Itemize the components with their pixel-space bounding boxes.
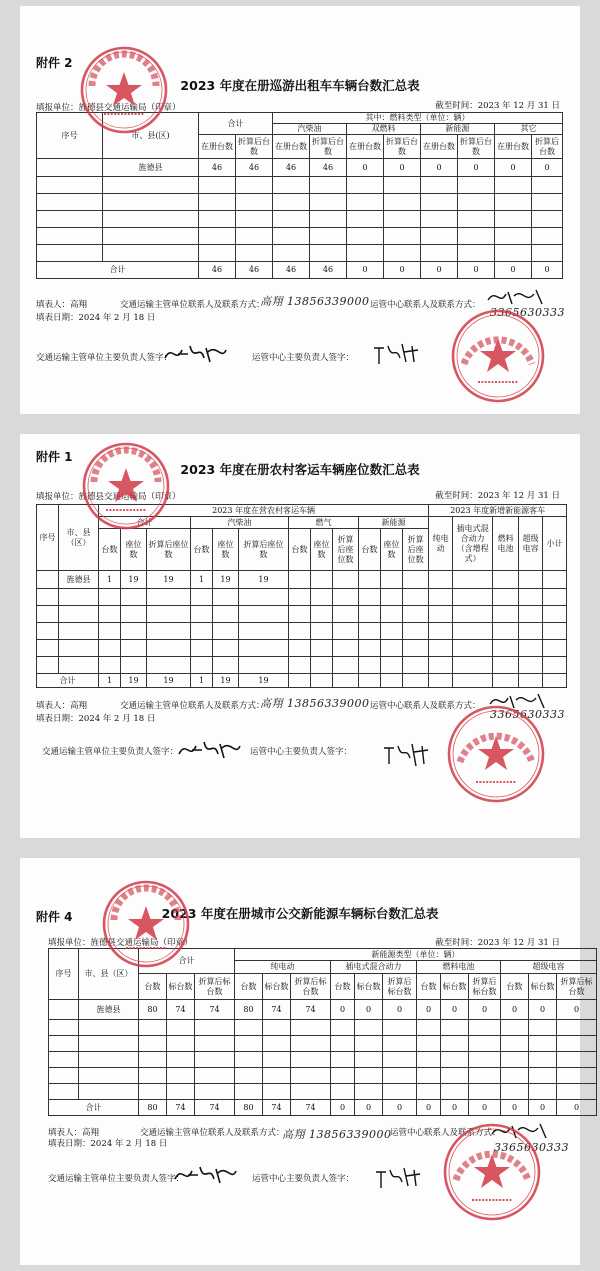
total-row	[37, 674, 567, 688]
table-cell: 46	[273, 159, 310, 177]
col-header-count: 台数	[501, 974, 529, 1000]
filler: 填表人：高翔	[36, 701, 88, 711]
table-cell: 74	[195, 1000, 235, 1020]
table-row	[37, 159, 563, 177]
transport-contact-handwriting: 高翔 13856339000	[260, 295, 370, 308]
col-header-gas: 汽柴油	[273, 124, 347, 135]
col-header-supercap: 超级电容	[501, 961, 597, 974]
col-header-conv: 折算后台数	[532, 135, 563, 159]
col-header-conv-seats: 折算后座位数	[403, 529, 429, 571]
filler: 填表人：高翔	[36, 300, 88, 310]
table-cell: 0	[495, 159, 532, 177]
transport-head-label: 交通运输主管单位主要负责人签字：	[36, 353, 173, 363]
col-header-pure: 纯电动	[429, 517, 453, 571]
filler: 填表人：高翔	[48, 1128, 100, 1138]
table-row	[49, 1000, 597, 1020]
table-cell: 0	[469, 1000, 501, 1020]
col-header-conv-std: 折算后标台数	[469, 974, 501, 1000]
table-cell: 80	[139, 1100, 167, 1116]
table-cell: 46	[310, 262, 347, 279]
table-cell: 0	[501, 1000, 529, 1020]
col-header-reg: 在册台数	[199, 135, 236, 159]
table-cell: 0	[355, 1100, 383, 1116]
table-row	[37, 571, 567, 589]
sheet-title: 2023 年度在册农村客运车辆座位数汇总表	[180, 462, 420, 477]
center-contact-label: 运管中心联系人及联系方式：	[370, 300, 481, 310]
center-contact-handwriting: 3365630333	[490, 306, 565, 319]
center-head-signature	[380, 740, 440, 770]
table-cell: 74	[291, 1000, 331, 1020]
table-cell: 1	[99, 674, 121, 688]
fill-date: 填表日期：2024 年 2 月 18 日	[36, 714, 156, 724]
center-head-signature	[370, 340, 430, 366]
table-cell: 74	[195, 1100, 235, 1116]
col-header-no: 序号	[37, 113, 103, 159]
total-row	[49, 1100, 597, 1116]
col-header-fuelcell: 燃料电池	[493, 517, 519, 571]
fill-date: 填表日期：2024 年 2 月 18 日	[48, 1139, 168, 1149]
transport-head-signature	[174, 736, 244, 762]
city-bus-table	[48, 948, 597, 1116]
sheet-title: 2023 年度在册巡游出租车车辆台数汇总表	[180, 78, 420, 93]
col-header-reg: 在册台数	[347, 135, 384, 159]
table-cell: 0	[469, 1100, 501, 1116]
transport-stamp	[78, 44, 170, 136]
col-header-plugin: 插电式混合动力（含增程式）	[453, 517, 493, 571]
table-cell: 74	[167, 1100, 195, 1116]
col-header-std: 标台数	[167, 974, 195, 1000]
table-cell: 19	[239, 571, 289, 589]
col-header-plugin: 插电式混合动力	[331, 961, 417, 974]
col-header-count: 台数	[191, 529, 213, 571]
table-cell: 74	[291, 1100, 331, 1116]
deadline: 截至时间：2023 年 12 月 31 日	[435, 101, 560, 111]
center-contact-signature	[482, 286, 552, 308]
col-header-std: 标台数	[355, 974, 383, 1000]
sheet-taxi	[20, 6, 580, 414]
table-cell: 0	[532, 262, 563, 279]
fill-date: 填表日期：2024 年 2 月 18 日	[36, 313, 156, 323]
center-head-label: 运管中心主要负责人签字：	[252, 353, 355, 363]
table-cell: 0	[557, 1000, 597, 1020]
center-contact-handwriting: 3365630333	[494, 1141, 569, 1154]
col-header-subtotal: 小计	[543, 517, 567, 571]
attachment-label: 附件 1	[36, 450, 73, 464]
transport-head-label: 交通运输主管单位主要负责人签字：	[42, 747, 179, 757]
table-cell: 0	[495, 262, 532, 279]
table-cell: 19	[213, 571, 239, 589]
col-header-count: 台数	[139, 974, 167, 1000]
col-header-seats: 座位数	[213, 529, 239, 571]
table-cell: 旌德县	[79, 1000, 139, 1020]
table-cell: 0	[458, 262, 495, 279]
col-header-reg: 在册台数	[273, 135, 310, 159]
table-cell: 19	[213, 674, 239, 688]
sheet-title: 2023 年度在册城市公交新能源车辆标台数汇总表	[161, 906, 439, 921]
center-contact-handwriting: 3365630333	[490, 708, 565, 721]
col-header-conv-std: 折算后标台数	[291, 974, 331, 1000]
center-contact-label: 运管中心联系人及联系方式：	[390, 1128, 501, 1138]
col-header-seats: 座位数	[311, 529, 333, 571]
col-header-seats: 座位数	[121, 529, 147, 571]
table-cell: 1	[191, 674, 213, 688]
col-header-std: 标台数	[441, 974, 469, 1000]
table-cell: 0	[347, 262, 384, 279]
col-header-conv-std: 折算后标台数	[557, 974, 597, 1000]
transport-stamp	[80, 440, 172, 532]
col-header-count: 台数	[99, 529, 121, 571]
col-header-no: 序号	[37, 505, 59, 571]
col-header-conv: 折算后台数	[236, 135, 273, 159]
table-cell: 19	[147, 674, 191, 688]
transport-contact-handwriting: 高翔 13856339000	[260, 697, 370, 710]
table-cell: 19	[121, 571, 147, 589]
col-header-other: 其它	[495, 124, 563, 135]
center-stamp	[440, 1120, 544, 1224]
col-header-count: 台数	[331, 974, 355, 1000]
table-cell: 0	[347, 159, 384, 177]
fill-unit: 填报单位：旌德县交通运输局（印章）	[36, 103, 181, 113]
table-cell: 0	[529, 1000, 557, 1020]
transport-contact-label: 交通运输主管单位联系人及联系方式：	[120, 701, 265, 711]
transport-stamp	[100, 878, 192, 970]
table-cell: 46	[236, 262, 273, 279]
transport-head-signature	[170, 1161, 240, 1187]
col-header-city: 市、县(区)	[103, 113, 199, 159]
center-stamp	[444, 702, 548, 806]
col-header-count: 台数	[235, 974, 263, 1000]
table-cell: 74	[167, 1000, 195, 1020]
table-cell: 0	[532, 159, 563, 177]
sheet-city-bus	[20, 858, 593, 1265]
attachment-label: 附件 2	[36, 56, 73, 70]
table-cell: 19	[239, 674, 289, 688]
col-header-conv-std: 折算后标台数	[195, 974, 235, 1000]
table-cell: 0	[383, 1000, 417, 1020]
col-header-total: 合计	[199, 113, 273, 135]
table-cell: 80	[235, 1100, 263, 1116]
col-header-std: 标台数	[263, 974, 291, 1000]
col-header-count: 台数	[417, 974, 441, 1000]
col-header-supercap: 超级电容	[519, 517, 543, 571]
center-contact-label: 运管中心联系人及联系方式：	[370, 701, 481, 711]
col-header-pure: 纯电动	[235, 961, 331, 974]
col-header-conv-std: 折算后标台数	[383, 974, 417, 1000]
center-head-label: 运管中心主要负责人签字：	[252, 1174, 355, 1184]
center-head-signature	[372, 1164, 432, 1190]
table-cell: 0	[529, 1100, 557, 1116]
table-cell: 0	[331, 1000, 355, 1020]
table-cell: 0	[421, 159, 458, 177]
table-cell: 0	[441, 1100, 469, 1116]
table-cell: 46	[310, 159, 347, 177]
col-header-std: 标台数	[529, 974, 557, 1000]
sheet-rural-bus	[20, 434, 580, 838]
table-cell: 0	[383, 1100, 417, 1116]
col-header-gas: 汽柴油	[191, 517, 289, 529]
table-cell: 0	[384, 262, 421, 279]
table-cell: 74	[263, 1100, 291, 1116]
col-header-conv: 折算后台数	[310, 135, 347, 159]
col-header-conv-seats: 折算后座位数	[147, 529, 191, 571]
transport-contact-label: 交通运输主管单位联系人及联系方式：	[140, 1128, 285, 1138]
deadline: 截至时间：2023 年 12 月 31 日	[435, 491, 560, 501]
col-header-conv-seats: 折算后座位数	[239, 529, 289, 571]
col-header-count: 台数	[289, 529, 311, 571]
col-header-reg: 在册台数	[421, 135, 458, 159]
col-header-city: 市、县（区）	[79, 949, 139, 1000]
col-header-count: 台数	[359, 529, 381, 571]
table-cell: 1	[99, 571, 121, 589]
col-header-seats: 座位数	[381, 529, 403, 571]
col-header-dual: 双燃料	[347, 124, 421, 135]
table-cell: 0	[501, 1100, 529, 1116]
table-cell: 0	[384, 159, 421, 177]
col-header-fuel-type: 其中：燃料类型（单位：辆）	[273, 113, 563, 124]
col-header-city: 市、县（区）	[59, 505, 99, 571]
transport-contact-label: 交通运输主管单位联系人及联系方式：	[120, 300, 265, 310]
deadline: 截至时间：2023 年 12 月 31 日	[435, 938, 560, 948]
table-cell: 80	[235, 1000, 263, 1020]
table-cell: 1	[191, 571, 213, 589]
table-cell: 0	[458, 159, 495, 177]
table-cell: 0	[331, 1100, 355, 1116]
table-cell: 19	[147, 571, 191, 589]
transport-head-label: 交通运输主管单位主要负责人签字：	[48, 1174, 185, 1184]
fill-unit: 填报单位：旌德县交通运输局（印章）	[36, 492, 181, 502]
total-row	[37, 262, 563, 279]
col-header-fuelcell: 燃料电池	[417, 961, 501, 974]
table-cell: 19	[121, 674, 147, 688]
table-cell: 46	[236, 159, 273, 177]
table-cell: 0	[417, 1000, 441, 1020]
col-header-conv: 折算后台数	[384, 135, 421, 159]
col-header-ne: 新能源	[421, 124, 495, 135]
col-header-reg: 在册台数	[495, 135, 532, 159]
col-header-ne: 新能源	[359, 517, 429, 529]
total-label: 合计	[37, 674, 99, 688]
col-header-gasfuel: 燃气	[289, 517, 359, 529]
transport-contact-handwriting: 高翔 13856339000	[282, 1128, 392, 1141]
center-stamp	[448, 306, 548, 406]
table-cell: 46	[199, 262, 236, 279]
fill-unit: 填报单位：旌德县交通运输局（印章）	[48, 938, 193, 948]
col-header-conv: 折算后台数	[458, 135, 495, 159]
col-header-reg-group: 2023 年度在营农村客运车辆	[99, 505, 429, 517]
col-header-no: 序号	[49, 949, 79, 1000]
table-cell: 0	[441, 1000, 469, 1020]
transport-head-signature	[160, 340, 230, 366]
table-cell: 旌德县	[103, 159, 199, 177]
col-header-ne-group: 新能源类型（单位：辆）	[235, 949, 597, 961]
total-label: 合计	[37, 262, 199, 279]
table-cell: 0	[355, 1000, 383, 1020]
col-header-total: 合计	[139, 949, 235, 974]
attachment-label: 附件 4	[36, 910, 73, 924]
table-cell: 旌德县	[59, 571, 99, 589]
table-cell: 46	[273, 262, 310, 279]
table-cell: 74	[263, 1000, 291, 1020]
total-label: 合计	[49, 1100, 139, 1116]
table-cell: 0	[557, 1100, 597, 1116]
table-cell: 80	[139, 1000, 167, 1020]
col-header-total: 合计	[99, 517, 191, 529]
table-cell: 46	[199, 159, 236, 177]
taxi-table	[36, 112, 563, 279]
col-header-new-group: 2023 年度新增新能源客车	[429, 505, 567, 517]
col-header-conv-seats: 折算后座位数	[333, 529, 359, 571]
table-cell: 0	[421, 262, 458, 279]
table-cell: 0	[417, 1100, 441, 1116]
center-head-label: 运管中心主要负责人签字：	[250, 747, 353, 757]
